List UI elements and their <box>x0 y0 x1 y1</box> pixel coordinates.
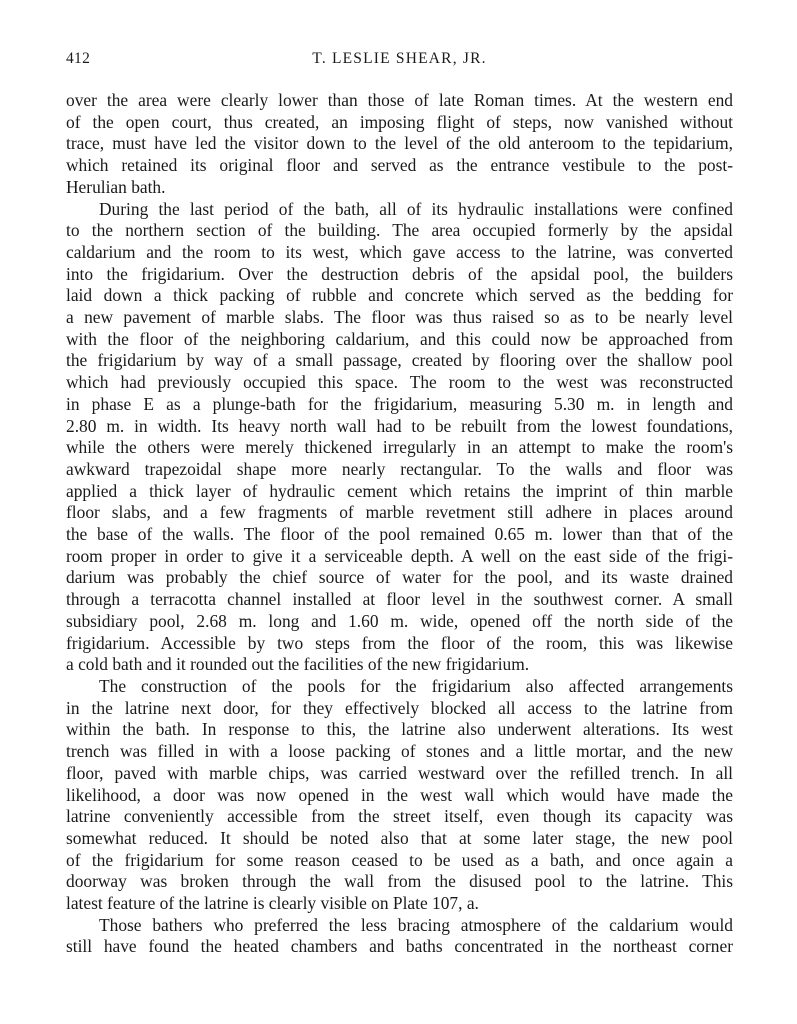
paragraph <box>66 90 733 199</box>
text-line: of the frigidarium for some reason ceased to be used as a bath, and once again a <box>66 849 733 870</box>
page-number: 412 <box>66 50 91 67</box>
text-line: The construction of the pools for the frigidarium also affected arrangements <box>99 675 733 696</box>
paragraph <box>66 676 733 915</box>
text-line: into the frigidarium. Over the destruction debris of the apsidal pool, the builders <box>66 263 733 284</box>
text-line: floor slabs, and a few fragments of marble revetment still adhere in places around <box>66 502 733 523</box>
text-line: of the open court, thus created, an imposing flight of steps, now vanished without <box>66 111 733 132</box>
text-line: through a terracotta channel installed at floor level in the southwest corner. A small <box>66 589 733 610</box>
text-line: applied a thick layer of hydraulic cement which retains the imprint of thin marble <box>66 480 733 501</box>
text-line: darium was probably the chief source of water for the pool, and its waste drained <box>66 567 733 588</box>
text-line: likelihood, a door was now opened in the west wall which would have made the <box>66 784 733 805</box>
text-line: which had previously occupied this space. The room to the west was reconstructed <box>66 372 733 393</box>
text-line: in the latrine next door, for they effectively blocked all access to the latrine from <box>66 697 733 718</box>
text-line: a cold bath and it rounded out the facilities of the new frigidarium. <box>66 654 530 675</box>
text-line: to the northern section of the building. The area occupied formerly by the apsidal <box>66 220 733 241</box>
paragraph <box>66 199 733 676</box>
text-line: Herulian bath. <box>66 176 166 197</box>
text-line: During the last period of the bath, all of its hydraulic installations were confined <box>99 198 733 219</box>
text-line: room proper in order to give it a serviceable depth. A well on the east side of the frigi- <box>66 545 733 566</box>
text-line: floor, paved with marble chips, was carried westward over the refilled trench. In all <box>66 762 733 783</box>
text-line: latest feature of the latrine is clearly visible on Plate 107, a. <box>66 893 479 914</box>
text-line: trace, must have led the visitor down to the level of the old anteroom to the tepidarium, <box>66 133 733 154</box>
text-line: in phase E as a plunge-bath for the frigidarium, measuring 5.30 m. in length and <box>66 393 733 414</box>
paragraph <box>66 915 733 958</box>
text-line: latrine conveniently accessible from the street itself, even though its capacity was <box>66 806 733 827</box>
text-line: with the floor of the neighboring caldarium, and this could now be approached from <box>66 328 733 349</box>
body-text <box>66 90 733 958</box>
text-line: trench was filled in with a loose packing of stones and a little mortar, and the new <box>66 741 733 762</box>
text-line: the frigidarium by way of a small passage, created by flooring over the shallow pool <box>66 350 733 371</box>
text-line: a new pavement of marble slabs. The floor was thus raised so as to be nearly level <box>66 307 733 328</box>
text-line: frigidarium. Accessible by two steps from the floor of the room, this was likewise <box>66 632 733 653</box>
running-head: T. LESLIE SHEAR, JR. <box>312 50 487 67</box>
text-line: doorway was broken through the wall from the disused pool to the latrine. This <box>66 871 733 892</box>
text-line: somewhat reduced. It should be noted also that at some later stage, the new pool <box>66 827 733 848</box>
text-line: laid down a thick packing of rubble and concrete which served as the bedding for <box>66 285 733 306</box>
text-line: which retained its original floor and served as the entrance vestibule to the post- <box>66 155 733 176</box>
text-line: subsidiary pool, 2.68 m. long and 1.60 m. wide, opened off the north side of the <box>66 610 733 631</box>
text-line: within the bath. In response to this, the latrine also underwent alterations. Its west <box>66 719 733 740</box>
page-header <box>66 50 733 74</box>
text-line: over the area were clearly lower than those of late Roman times. At the western end <box>66 90 733 110</box>
text-line: caldarium and the room to its west, which gave access to the latrine, was converted <box>66 241 733 262</box>
text-line: still have found the heated chambers and baths concentrated in the northeast corner <box>66 936 733 957</box>
text-line: Those bathers who preferred the less bracing atmosphere of the caldarium would <box>99 914 733 935</box>
text-line: while the others were merely thickened irregularly in an attempt to make the room's <box>66 437 733 458</box>
text-line: awkward trapezoidal shape more nearly rectangular. To the walls and floor was <box>66 458 733 479</box>
text-line: 2.80 m. in width. Its heavy north wall had to be rebuilt from the lowest foundations, <box>66 415 733 436</box>
text-line: the base of the walls. The floor of the pool remained 0.65 m. lower than that of the <box>66 524 733 545</box>
